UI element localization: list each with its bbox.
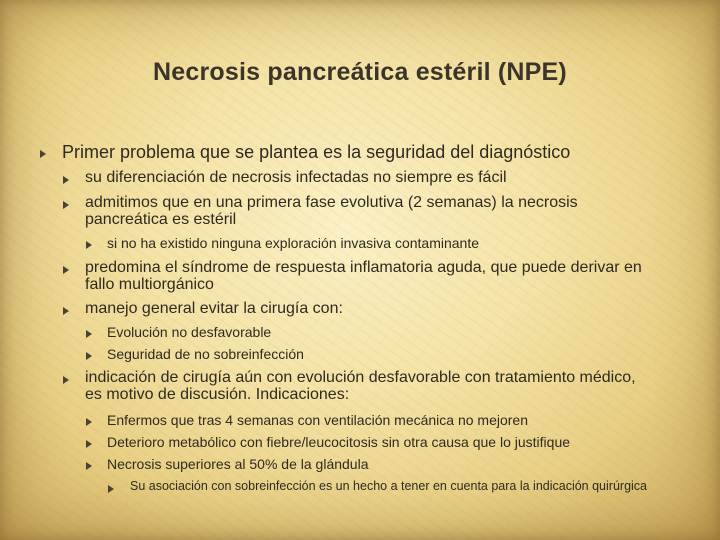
slide-title: Necrosis pancreática estéril (NPE) bbox=[153, 58, 567, 86]
bullet-item-level-2 bbox=[85, 370, 636, 387]
bullet-text: Deterioro metabólico con fiebre/leucocitosis sin otra causa que lo justifique bbox=[107, 434, 571, 450]
bullet-text: predomina el síndrome de respuesta inflamatoria aguda, que puede derivar en bbox=[85, 259, 642, 276]
bullet-text: Necrosis superiores al 50% de la glándula bbox=[107, 456, 369, 472]
bullet-arrow-icon bbox=[86, 352, 92, 360]
bullet-item-level-2 bbox=[85, 195, 578, 212]
bullet-text: si no ha existido ninguna exploración invasiva contaminante bbox=[107, 235, 480, 251]
bullet-item-level-2 bbox=[85, 260, 642, 277]
bullet-text: Seguridad de no sobreinfección bbox=[107, 346, 304, 362]
bullet-arrow-icon bbox=[63, 266, 69, 274]
bullet-arrow-icon bbox=[63, 376, 69, 384]
bullet-item-level-3 bbox=[107, 236, 479, 251]
bullet-arrow-icon bbox=[86, 418, 92, 426]
bullet-text: admitimos que en una primera fase evolutiva (2 semanas) la necrosis bbox=[85, 194, 578, 211]
bullet-text: fallo multiorgánico bbox=[85, 276, 214, 293]
bullet-text: indicación de cirugía aún con evolución desfavorable con tratamiento médico, bbox=[85, 369, 636, 386]
bullet-text-continuation bbox=[85, 387, 349, 404]
bullet-item-level-3 bbox=[107, 347, 304, 362]
bullet-text: Su asociación con sobreinfección es un hecho a tener en cuenta para la indicación quirúrgica bbox=[130, 479, 647, 493]
bullet-text: Primer problema que se plantea es la seguridad del diagnóstico bbox=[62, 142, 571, 162]
bullet-arrow-icon bbox=[63, 176, 69, 184]
bullet-item-level-2 bbox=[85, 301, 343, 318]
bullet-arrow-icon bbox=[63, 307, 69, 315]
bullet-item-level-2 bbox=[85, 170, 507, 187]
bullet-item-level-3 bbox=[107, 325, 271, 340]
bullet-item-level-3 bbox=[107, 413, 528, 428]
bullet-text: manejo general evitar la cirugía con: bbox=[85, 300, 343, 317]
bullet-text-continuation bbox=[85, 277, 214, 294]
bullet-item-level-3 bbox=[107, 457, 368, 472]
bullet-text: Evolución no desfavorable bbox=[107, 324, 272, 340]
bullet-text: pancreática es estéril bbox=[85, 211, 237, 228]
bullet-text: su diferenciación de necrosis infectadas no siempre es fácil bbox=[85, 169, 507, 186]
bullet-text: es motivo de discusión. Indicaciones: bbox=[85, 386, 350, 403]
bullet-item-level-3 bbox=[107, 435, 570, 450]
bullet-arrow-icon bbox=[108, 485, 114, 493]
bullet-arrow-icon bbox=[40, 150, 46, 158]
bullet-arrow-icon bbox=[86, 330, 92, 338]
bullet-arrow-icon bbox=[86, 462, 92, 470]
bullet-item-level-1 bbox=[62, 143, 570, 162]
bullet-arrow-icon bbox=[86, 440, 92, 448]
bullet-text-continuation bbox=[85, 212, 236, 229]
bullet-text: Enfermos que tras 4 semanas con ventilación mecánica no mejoren bbox=[107, 412, 528, 428]
bullet-arrow-icon bbox=[63, 201, 69, 209]
bullet-item-level-4 bbox=[130, 480, 647, 493]
bullet-arrow-icon bbox=[86, 241, 92, 249]
